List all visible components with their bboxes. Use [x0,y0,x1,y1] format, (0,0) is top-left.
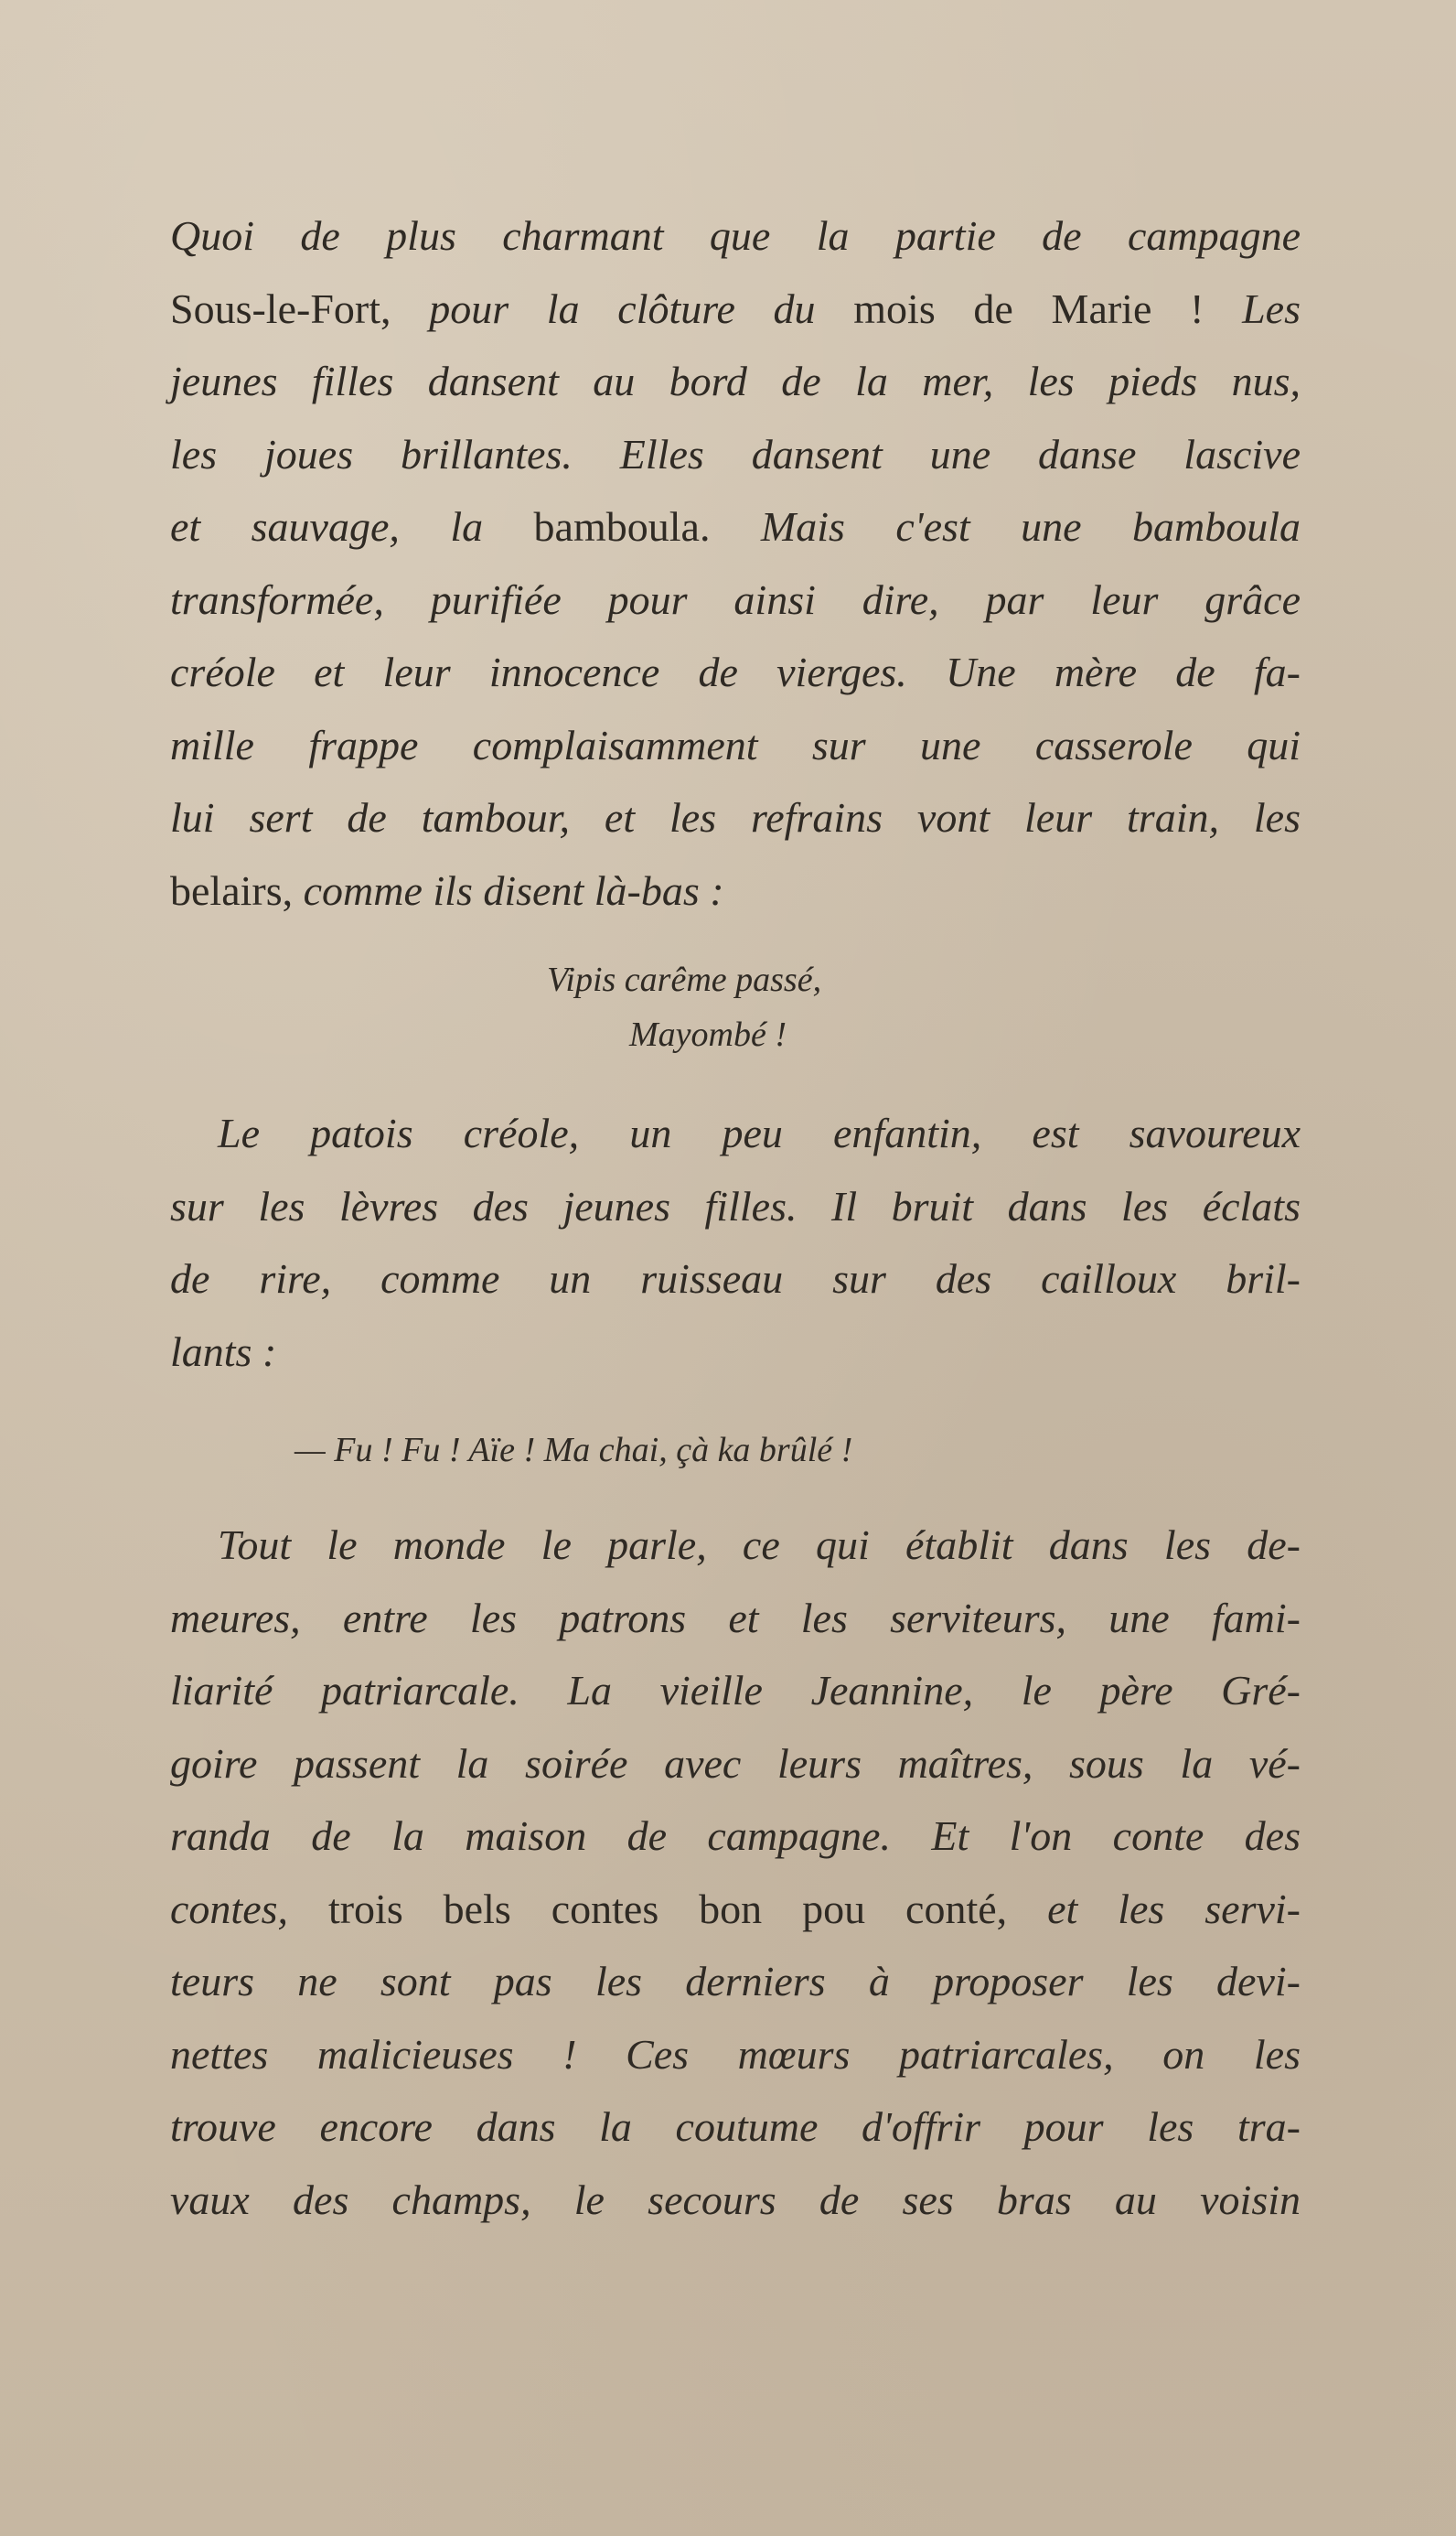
text-line: teurs ne sont pas les derniers à proposer les devi- [170,1958,1301,2004]
text-line [170,273,1301,346]
text-fragment: pour la clôture du [391,285,854,332]
text-fragment: contes, [170,1885,328,1932]
dialog-line: — Fu ! Fu ! Aïe ! Ma chai, çà ka brûlé ! [294,1431,853,1469]
paragraph-1 [170,199,1301,927]
text-line: créole et leur innocence de vierges. Une mère de fa- [170,649,1301,695]
text-line: sur les lèvres des jeunes filles. Il bruit dans les éclats [170,1182,1301,1230]
text-line: meures, entre les patrons et les serviteurs, une fami- [170,1594,1301,1641]
text-fragment: bamboula. [533,503,761,550]
text-line: jeunes filles dansent au bord de la mer, les pieds nus, [170,358,1301,404]
text-fragment: Les [1242,285,1301,332]
text-line: trouve encore dans la coutume d'offrir pour les tra- [170,2103,1301,2150]
text-line: lants : [170,1327,277,1375]
text-line: liarité patriarcale. La vieille Jeannine, le père Gré- [170,1667,1301,1714]
text-fragment: comme ils disent là-bas : [303,866,724,914]
song-verse [170,952,1301,1062]
text-line: transformée, purifiée pour ainsi dire, par leur grâce [170,575,1301,623]
text-fragment: belairs, [170,866,304,914]
text-line: goire passent la soirée avec leurs maîtres, sous la vé- [170,1739,1301,1787]
text-line: de rire, comme un ruisseau sur des cailloux bril- [170,1255,1301,1302]
text-line: les joues brillantes. Elles dansent une danse lascive [170,430,1301,478]
verse-line-1: Vipis carême passé, [547,961,822,999]
text-fragment: mois de Marie ! [853,285,1243,332]
text-line: vaux des champs, le secours de ses bras au voisin [170,2176,1301,2223]
text-line: randa de la maison de campagne. Et l'on conte des [170,1812,1301,1859]
text-line: Quoi de plus charmant que la partie de campagne [170,212,1301,259]
text-line: lui sert de tambour, et les refrains vont leur train, les [170,794,1301,841]
text-line: Le patois créole, un peu enfantin, est savoureux [218,1110,1301,1156]
text-line: nettes malicieuses ! Ces mœurs patriarcales, on les [170,2030,1301,2078]
spacer [170,1478,1301,1509]
paragraph-3 [170,1509,1301,2236]
text-line [170,1873,1301,1946]
verse-line-2: Mayombé ! [629,1015,787,1054]
text-line: mille frappe complaisamment sur une casserole qui [170,721,1301,768]
text-fragment: Sous-le-Fort, [170,285,391,332]
text-fragment: Mais c'est une bamboula [760,503,1301,550]
spacer [170,927,1301,952]
text-fragment: trois bels contes bon pou conté, [327,1885,1048,1932]
text-line: Tout le monde le parle, ce qui établit dans les de- [218,1521,1301,1568]
text-fragment: et sauvage, la [170,503,534,550]
spacer [170,1388,1301,1423]
text-line [170,490,1301,564]
paragraph-2 [170,1097,1301,1388]
spacer [170,1062,1301,1097]
page-text-block [170,199,1301,2236]
text-fragment: et les servi- [1047,1885,1301,1932]
text-line [170,854,1301,928]
